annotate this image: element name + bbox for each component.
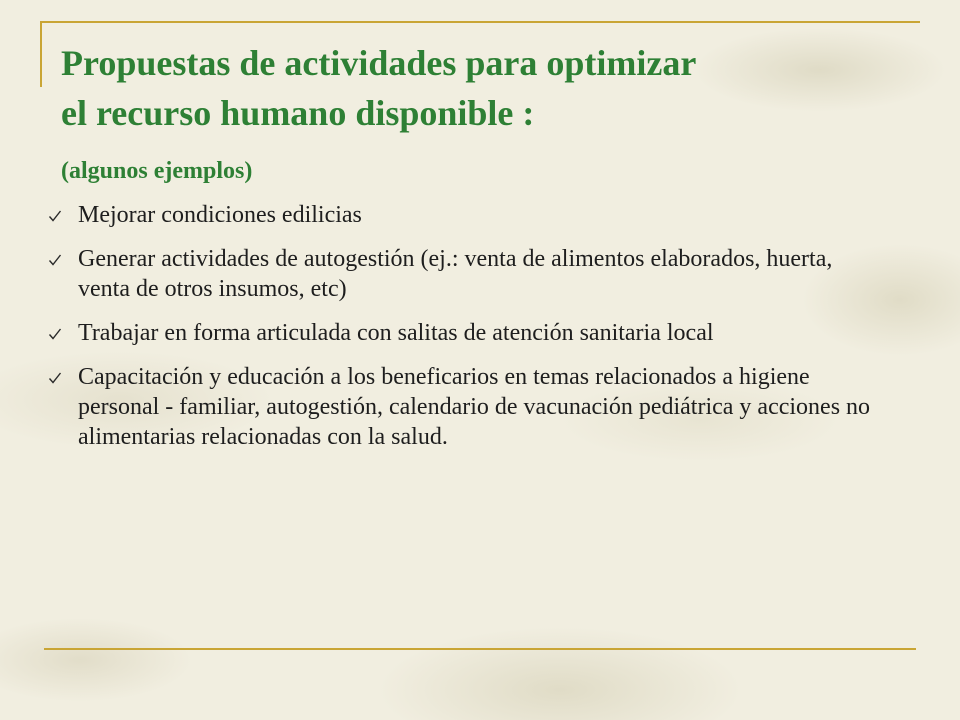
bullet-item xyxy=(48,318,888,348)
slide-title-line-2: el recurso humano disponible : xyxy=(61,93,535,133)
checkmark-icon xyxy=(48,253,62,267)
accent-line-bottom xyxy=(44,648,916,650)
bullet-item xyxy=(48,362,888,452)
bullet-text: Capacitación y educación a los beneficarios en temas relacionados a higiene personal - familiar, autogestión, calendario de vacunación pediátrica y acciones no alimentarias relacionadas con la salud. xyxy=(78,364,871,450)
bullet-text: Mejorar condiciones edilicias xyxy=(78,202,362,228)
slide-title xyxy=(61,38,921,138)
bullet-text: Generar actividades de autogestión (ej.: venta de alimentos elaborados, huerta, venta de otros insumos, etc) xyxy=(78,246,833,302)
slide-title-line-1: Propuestas de actividades para optimizar xyxy=(61,43,697,83)
bullet-list xyxy=(48,200,888,466)
checkmark-icon xyxy=(48,371,62,385)
bullet-item xyxy=(48,244,888,304)
checkmark-icon xyxy=(48,209,62,223)
bullet-text: Trabajar en forma articulada con salitas de atención sanitaria local xyxy=(78,320,714,346)
accent-line-left xyxy=(40,21,42,87)
bullet-item xyxy=(48,200,888,230)
checkmark-icon xyxy=(48,327,62,341)
accent-line-top xyxy=(40,21,920,23)
slide-subtitle: (algunos ejemplos) xyxy=(61,158,253,184)
